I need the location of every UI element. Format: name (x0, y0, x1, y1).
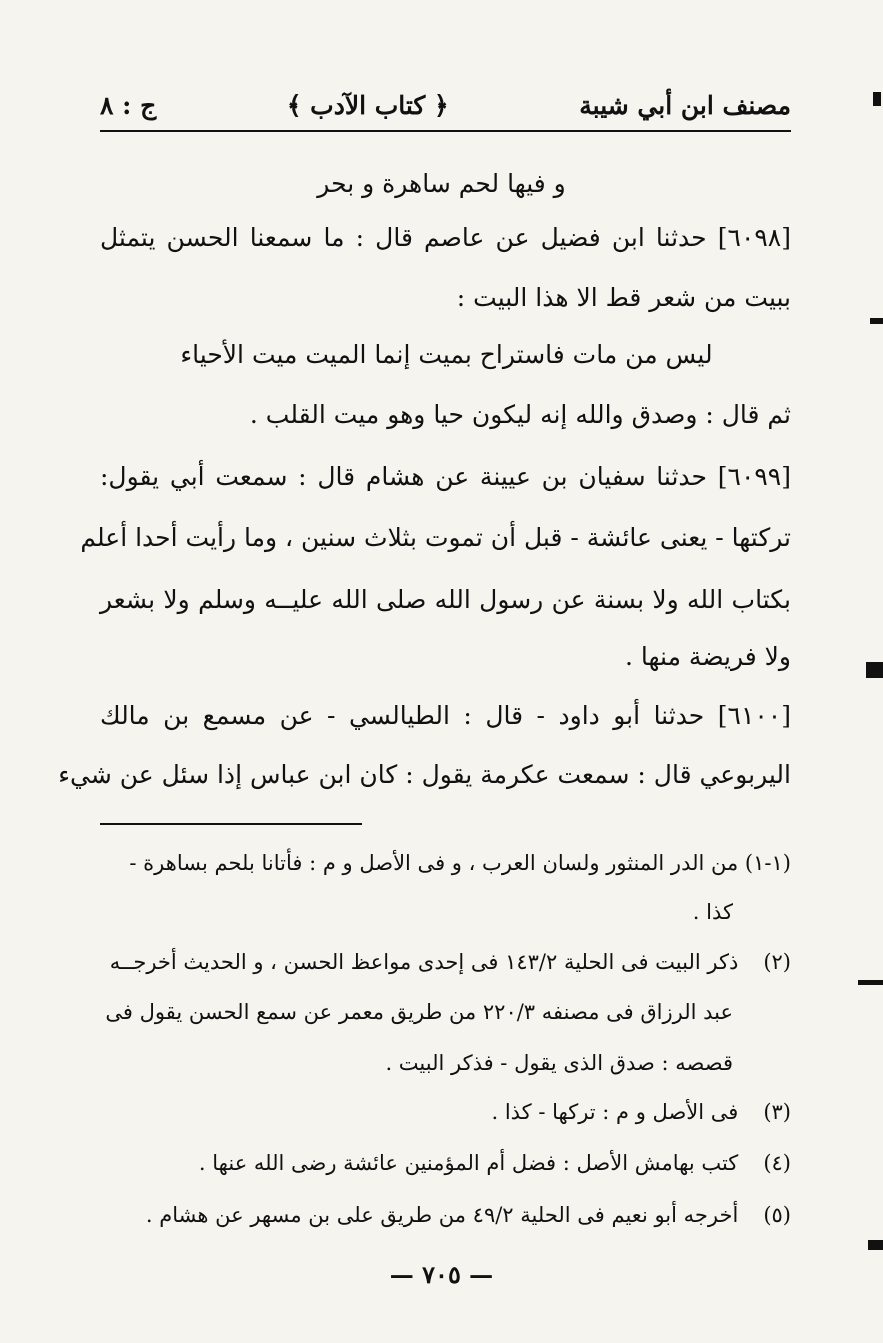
hadith-6099-line-4: ولا فريضة منها . (625, 642, 791, 671)
verse-line-1: و فيها لحم ساهرة و بحر (317, 169, 566, 198)
scan-mark (873, 92, 881, 106)
poetry-verse: ليس من مات فاستراح بميت إنما الميت ميت الأحياء (180, 340, 713, 369)
hadith-6100-line-2: اليربوعي قال : سمعت عكرمة يقول : كان ابن عباس إذا سئل عن شيء (58, 760, 791, 789)
scan-mark (858, 980, 883, 985)
footnote-text: ذكر البيت فى الحلية ١٤٣/٢ فى إحدى مواعظ الحسن ، و الحديث أخرجــه (109, 950, 739, 974)
hadith-6099-line-3: بكتاب الله ولا بسنة عن رسول الله صلى الله عليــه وسلم ولا بشعر (100, 585, 791, 614)
scan-mark (870, 318, 883, 324)
footnote-marker: (١-١) (744, 851, 791, 875)
hadith-6100-line-1: [٦١٠٠] حدثنا أبو داود - قال : الطيالسي - عن مسمع بن مالك (100, 701, 791, 730)
footnote-marker: (٣) (763, 1100, 791, 1124)
header-volume-number: ج : ٨ (100, 91, 157, 120)
footnote-2-cont-2 (100, 1047, 733, 1079)
footnote-marker: (٢) (763, 950, 791, 974)
scan-mark (866, 662, 883, 678)
header-chapter-title: ﴿ كتاب الآدب ﴾ (286, 91, 449, 120)
footnote-1 (100, 847, 791, 879)
footnote-1-cont (100, 896, 733, 928)
scan-mark (868, 1240, 883, 1250)
header-book-title: مصنف ابن أبي شيبة (579, 91, 791, 120)
running-header (100, 84, 791, 132)
footnote-text: فى الأصل و م : تركها - كذا . (491, 1100, 739, 1124)
footnote-separator (100, 823, 362, 825)
hadith-6098-line-1: [٦٠٩٨] حدثنا ابن فضيل عن عاصم قال : ما سمعنا الحسن يتمثل (100, 223, 791, 252)
footnote-marker: (٤) (763, 1151, 791, 1175)
hadith-6099-line-1: [٦٠٩٩] حدثنا سفيان بن عيينة عن هشام قال : سمعت أبي يقول: (100, 462, 791, 491)
hadith-6099-line-2: تركتها - يعنى عائشة - قبل أن تموت بثلاث سنين ، وما رأيت أحدا أعلم (80, 523, 791, 552)
footnote-text: أخرجه أبو نعيم فى الحلية ٤٩/٢ من طريق على بن مسهر عن هشام . (145, 1203, 739, 1227)
footnote-text: قصصه : صدق الذى يقول - فذكر البيت . (385, 1051, 733, 1075)
footnote-text: كذا . (692, 900, 733, 924)
footnote-3 (100, 1096, 791, 1128)
footnote-5 (100, 1199, 791, 1231)
footnote-4 (100, 1147, 791, 1179)
footnote-marker: (٥) (763, 1203, 791, 1227)
hadith-6098-line-3: ثم قال : وصدق والله إنه ليكون حيا وهو ميت القلب . (249, 400, 791, 429)
footnote-2-cont-1 (100, 996, 733, 1028)
page-number: — ٧٠٥ — (389, 1260, 494, 1289)
footnote-text: عبد الرزاق فى مصنفه ٢٢٠/٣ من طريق معمر عن سمع الحسن يقول فى (105, 1000, 733, 1024)
footnote-text: كتب بهامش الأصل : فضل أم المؤمنين عائشة رضى الله عنها . (198, 1151, 739, 1175)
hadith-6098-line-2: ببيت من شعر قط الا هذا البيت : (456, 283, 791, 312)
footnote-2 (100, 946, 791, 978)
footnote-text: من الدر المنثور ولسان العرب ، و فى الأصل و م : فأتانا بلحم بساهرة - (129, 851, 739, 875)
